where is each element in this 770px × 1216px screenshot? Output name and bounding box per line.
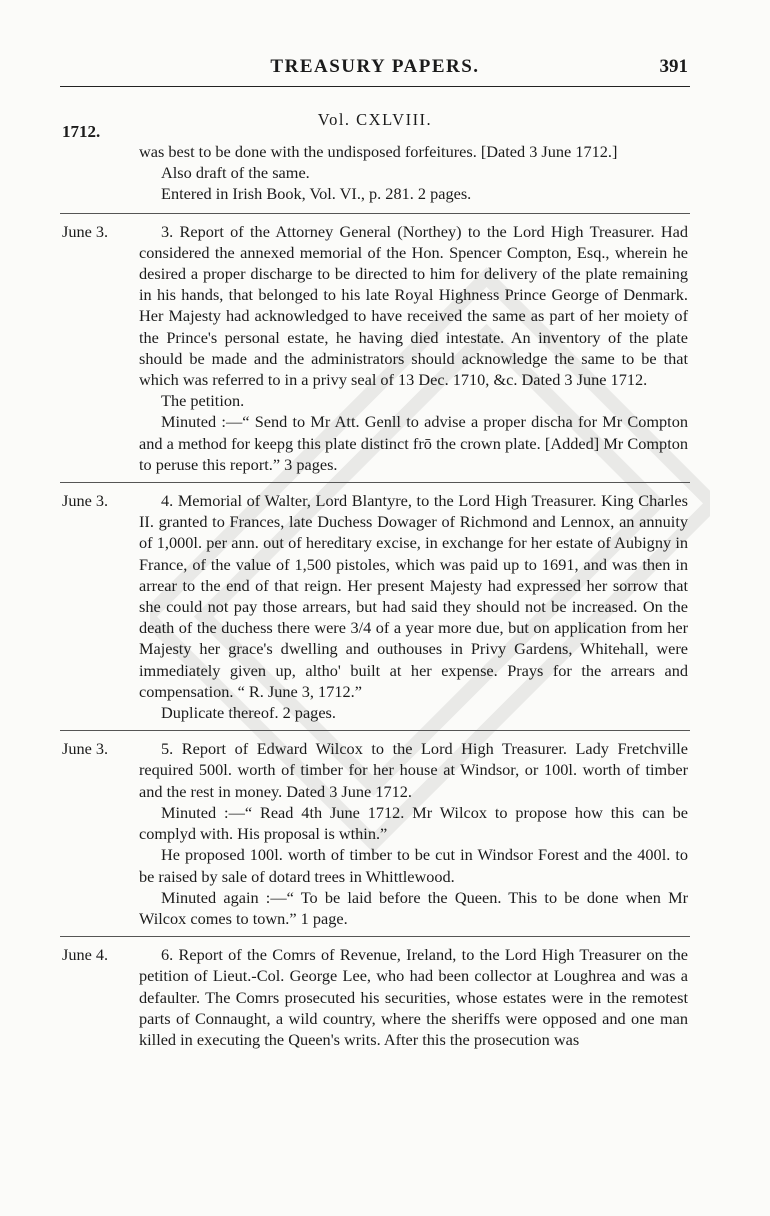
entry-date: June 4. xyxy=(62,945,109,965)
entry-item-3 xyxy=(60,213,690,482)
entry-paragraph: 3. Report of the Attorney General (Northey) to the Lord High Treasurer. Had considered the annexed memorial of the Hon. Spencer Compton, Esq., wherein he desired a proper discharge to be directed to him for delivery of the plate remaining in his hands, that belonged to his late Royal Highness Prince George of Denmark. Her Majesty had acknowledged to have received the same as part of her moiety of the Prince's personal estate, he having died intestate. An inventory of the plate should be made and the administrators should acknowledge the same to be that which was referred to in a privy seal of 13 Dec. 1710, &c. Dated 3 June 1712. xyxy=(139,221,688,390)
page-number: 391 xyxy=(659,56,688,77)
entry-paragraph: Duplicate thereof. 2 pages. xyxy=(161,703,336,723)
entry-paragraph: 5. Report of Edward Wilcox to the Lord High Treasurer. Lady Fretchville required 500l. worth of timber for her house at Windsor, or 100l. worth of timber and the rest in money. Dated 3 June 1712. xyxy=(139,739,688,801)
entry-paragraph: was best to be done with the undisposed forfeitures. [Dated 3 June 1712.] xyxy=(139,142,618,161)
entry-body xyxy=(139,483,688,730)
entry-paragraph: Minuted again :—“ To be laid before the Queen. This to be done when Mr Wilcox comes to town.” 1 page. xyxy=(139,887,688,928)
entry-body xyxy=(139,731,688,936)
entry-continued xyxy=(0,141,770,213)
entries-list xyxy=(0,141,770,1057)
volume-heading: Vol. CXLVIII. xyxy=(317,110,433,129)
entry-item-5 xyxy=(60,730,690,936)
entry-item-6 xyxy=(60,936,690,1057)
entry-paragraph: 6. Report of the Comrs of Revenue, Ireland, to the Lord High Treasurer on the petition of Lieut.-Col. George Lee, who had been collector at Loughrea and was a defaulter. The Comrs prosecuted his securities, whose estates were in the remotest parts of Connaught, a wild country, where the sheriffs were opposed and one man killed in executing the Queen's writs. After this the prosecution was xyxy=(139,945,688,1049)
year-margin-note: 1712. xyxy=(62,122,101,141)
running-title: TREASURY PAPERS. xyxy=(270,56,480,77)
page-header xyxy=(60,52,690,87)
entry-paragraph: Also draft of the same. xyxy=(161,163,310,183)
entry-body xyxy=(139,937,688,1057)
entry-body xyxy=(139,214,688,482)
entry-paragraph: Minuted :—“ Read 4th June 1712. Mr Wilcox to propose how this can be complyd with. His proposal is wthin.” xyxy=(139,802,688,844)
entry-body xyxy=(139,141,688,213)
entry-paragraph: The petition. xyxy=(161,391,245,411)
entry-date: June 3. xyxy=(62,221,109,241)
entry-paragraph: Entered in Irish Book, Vol. VI., p. 281. 2 pages. xyxy=(161,184,472,204)
entry-date: June 3. xyxy=(62,739,109,759)
entry-paragraph: Minuted :—“ Send to Mr Att. Genll to advise a proper discha for Mr Compton and a method for keepg this plate distinct frō the crown plate. [Added] Mr Compton to peruse this report.” 3 pages. xyxy=(139,412,688,474)
entry-date: June 3. xyxy=(62,491,109,511)
entry-item-4 xyxy=(60,482,690,730)
entry-paragraph: He proposed 100l. worth of timber to be cut in Windsor Forest and the 400l. to be raised by sale of dotard trees in Whittlewood. xyxy=(139,845,688,886)
entry-paragraph: 4. Memorial of Walter, Lord Blantyre, to the Lord High Treasurer. King Charles II. granted to Frances, late Duchess Dowager of Richmond and Lennox, an annuity of 1,000l. per ann. out of hereditary excise, in exchange for her estate of Aubigny in France, of the value of 1,500 pistoles, which was paid up to 1691, and was then in arrear to the end of that reign. Her present Majesty had expressed her sorrow that she could not pay those arrears, but had said they should not be increased. On the death of the duchess there were 3/4 of a year more due, but on application from her Majesty her grace's dwelling and outhouses in Privy Gardens, Whitehall, were immediately given up, altho' built at her expense. Prays for the arrears and compensation. “ R. June 3, 1712.” xyxy=(139,491,688,701)
